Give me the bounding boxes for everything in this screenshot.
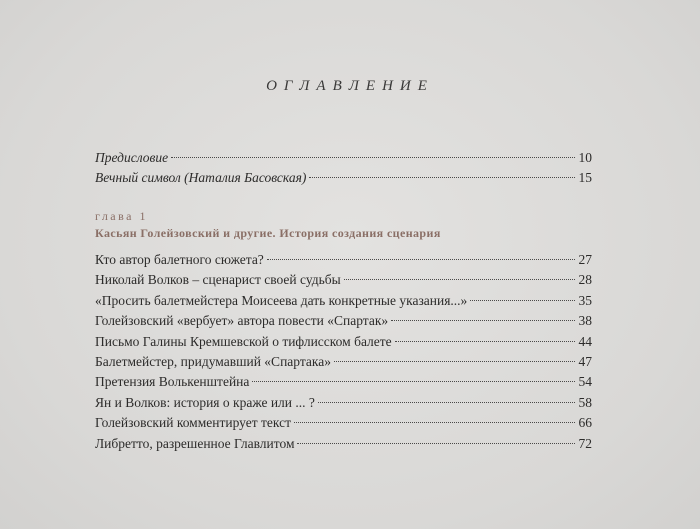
toc-entry[interactable] bbox=[95, 413, 592, 433]
entry-label: Либретто, разрешенное Главлитом bbox=[95, 435, 295, 451]
entry-page: 27 bbox=[578, 252, 592, 267]
dot-leader bbox=[294, 422, 575, 423]
dot-leader bbox=[470, 300, 575, 301]
toc-entry[interactable] bbox=[95, 372, 592, 392]
chapter-title: Касьян Голейзовский и другие. История создания сценария bbox=[95, 226, 441, 240]
intro-entries bbox=[95, 148, 592, 188]
dot-leader bbox=[344, 279, 575, 280]
dot-leader bbox=[318, 402, 575, 403]
dot-leader bbox=[395, 341, 575, 342]
entry-label: Претензия Волькенштейна bbox=[95, 374, 250, 390]
toc-entry[interactable] bbox=[95, 393, 592, 413]
dot-leader bbox=[391, 320, 575, 321]
dot-leader bbox=[297, 443, 575, 444]
chapter-entries bbox=[95, 250, 592, 454]
entry-page: 38 bbox=[578, 313, 592, 329]
dot-leader bbox=[252, 381, 575, 382]
entry-page: 35 bbox=[578, 292, 592, 308]
toc-entry[interactable] bbox=[95, 434, 592, 454]
entry-label: Ян и Волков: история о краже или ... ? bbox=[95, 394, 315, 410]
entry-label: «Просить балетмейстера Моисеева дать конкретные указания...» bbox=[95, 292, 468, 308]
toc-entry[interactable] bbox=[95, 332, 592, 352]
dot-leader bbox=[171, 157, 575, 158]
toc-entry[interactable] bbox=[95, 311, 592, 331]
entry-label: Николай Волков – сценарист своей судьбы bbox=[95, 272, 341, 288]
entry-label: Письмо Галины Кремшевской о тифлисском балете bbox=[95, 333, 392, 349]
entry-label: Голейзовский комментирует текст bbox=[95, 415, 292, 431]
entry-label: Голейзовский «вербует» автора повести «Спартак» bbox=[95, 313, 389, 329]
toc-entry[interactable] bbox=[95, 250, 592, 270]
entry-page: 72 bbox=[578, 435, 592, 451]
toc-entry[interactable] bbox=[95, 148, 592, 168]
entry-label: Предисловие bbox=[95, 150, 169, 165]
dot-leader bbox=[334, 361, 575, 362]
entry-page: 44 bbox=[578, 333, 592, 349]
entry-page: 58 bbox=[578, 394, 592, 410]
dot-leader bbox=[267, 259, 575, 260]
entry-page: 10 bbox=[578, 150, 592, 165]
entry-label: Кто автор балетного сюжета? bbox=[95, 252, 264, 267]
toc-entry[interactable] bbox=[95, 291, 592, 311]
dot-leader bbox=[309, 177, 575, 178]
entry-page: 54 bbox=[578, 374, 592, 390]
toc-entry[interactable] bbox=[95, 270, 592, 290]
entry-page: 66 bbox=[578, 415, 592, 431]
toc-entry[interactable] bbox=[95, 352, 592, 372]
entry-label: Вечный символ (Наталия Басовская) bbox=[95, 170, 307, 185]
chapter-label: глава 1 bbox=[95, 209, 148, 223]
entry-page: 28 bbox=[578, 272, 592, 288]
entry-label: Балетмейстер, придумавший «Спартака» bbox=[95, 353, 332, 369]
toc-entry[interactable] bbox=[95, 168, 592, 188]
toc-title: ОГЛАВЛЕНИЕ bbox=[266, 78, 434, 94]
entry-page: 47 bbox=[578, 353, 592, 369]
entry-page: 15 bbox=[578, 170, 592, 185]
chapter-block bbox=[95, 208, 592, 454]
